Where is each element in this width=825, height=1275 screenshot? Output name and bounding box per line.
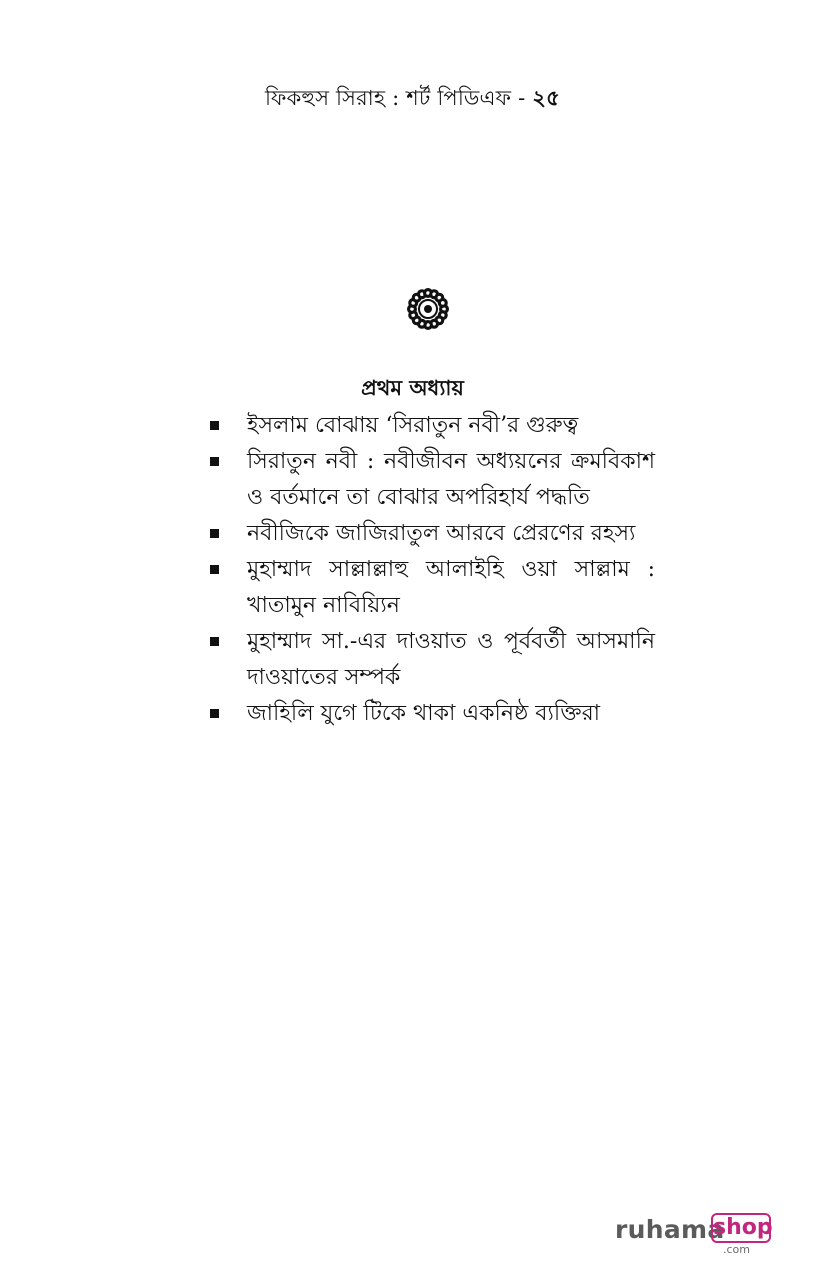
square-bullet-icon — [210, 565, 219, 574]
square-bullet-icon — [210, 637, 219, 646]
page-number: ২৫ — [532, 85, 560, 110]
topic-text: ইসলাম বোঝায় ‘সিরাতুন নবী’র গুরুত্ব — [247, 413, 579, 438]
topic-item — [210, 552, 655, 624]
topic-text: নবীজিকে জাজিরাতুল আরবে প্রেরণের রহস্য — [247, 521, 636, 546]
page-header — [0, 82, 825, 117]
floral-rosette-icon — [405, 286, 451, 332]
chapter-title: প্রথম অধ্যায় — [361, 375, 464, 400]
book-title: ফিকহুস সিরাহ : শর্ট পিডিএফ — [265, 86, 512, 110]
square-bullet-icon — [210, 457, 219, 466]
topic-item — [210, 408, 655, 444]
topic-item — [210, 444, 655, 516]
square-bullet-icon — [210, 529, 219, 538]
topic-item — [210, 696, 655, 732]
header-separator: - — [511, 86, 533, 110]
ruhamashop-watermark — [615, 1213, 775, 1257]
square-bullet-icon — [210, 709, 219, 718]
chapter-topic-list — [210, 408, 655, 732]
topic-item — [210, 624, 655, 696]
watermark-brand-main: ruhama — [615, 1215, 725, 1244]
topic-text: সিরাতুন নবী : নবীজীবন অধ্যয়নের ক্রমবিকাশ ও বর্তমানে তা বোঝার অপরিহার্য পদ্ধতি — [247, 449, 655, 510]
watermark-brand-box: shop — [711, 1213, 771, 1243]
topic-text: মুহাম্মাদ সা.-এর দাওয়াত ও পূর্ববর্তী আসমানি দাওয়াতের সম্পর্ক — [247, 629, 655, 690]
topic-text: মুহাম্মাদ সাল্লাল্লাহু আলাইহি ওয়া সাল্লাম : খাতামুন নাবিয়্যিন — [247, 557, 655, 618]
topic-item — [210, 516, 655, 552]
square-bullet-icon — [210, 421, 219, 430]
topic-text: জাহিলি যুগে টিকে থাকা একনিষ্ঠ ব্যক্তিরা — [247, 701, 601, 726]
rosette-petal-dot — [441, 301, 445, 305]
watermark-domain: .com — [723, 1243, 750, 1256]
